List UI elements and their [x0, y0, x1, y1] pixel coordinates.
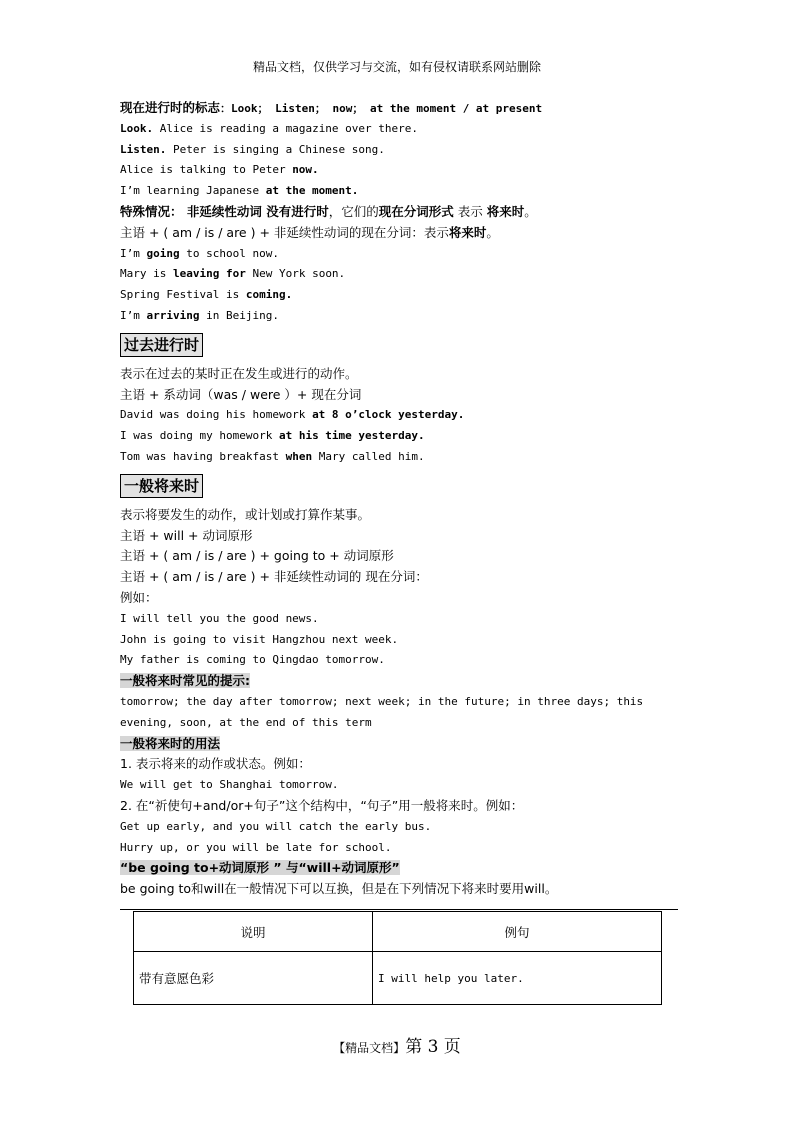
example-text: David was doing his homework: [120, 408, 313, 422]
example-line: [120, 447, 680, 468]
example-line: My father is coming to Qingdao tomorrow.: [120, 653, 385, 667]
bold-term: now.: [292, 163, 319, 177]
example-text: Peter is singing a Chinese song.: [166, 142, 385, 156]
example-text: I’m: [120, 308, 147, 322]
page-header: 精品文档，仅供学习与交流，如有侵权请联系网站删除: [252, 60, 541, 74]
usage-table: [133, 911, 662, 1005]
example-text: I’m learning Japanese: [120, 184, 266, 198]
bold-term: at 8 o’clock yesterday.: [312, 408, 465, 422]
example-text: Mary called him.: [312, 449, 425, 463]
rule-text: 表示: [453, 203, 487, 219]
example-line: [120, 160, 680, 181]
example-line: [120, 119, 680, 140]
example-text: Mary is: [120, 267, 173, 281]
page-footer: [0, 1032, 794, 1057]
compare-heading: [120, 858, 680, 879]
rule-text: 。: [486, 224, 499, 240]
example-text: Tom was having breakfast: [120, 449, 286, 463]
example-line: [120, 264, 680, 285]
formula-line: 主语 + ( am / is / are ) + 非延续性动词的 现在分词：: [120, 569, 428, 585]
formula-line: [120, 223, 680, 244]
definition-line: 表示将要发生的动作，或计划或打算作某事。: [120, 506, 371, 522]
present-signal-label: 现在进行时的标志: [120, 100, 221, 115]
example-line: I will tell you the good news.: [120, 611, 319, 625]
section-heading-simple-future: 一般将来时: [120, 474, 203, 498]
special-case-line: [120, 202, 680, 223]
example-intro: 例如：: [120, 589, 158, 605]
usage-heading: [120, 734, 680, 755]
rule-text: 主语 + ( am / is / are ) + 非延续性动词的现在分词：表示: [120, 224, 449, 240]
rule-text: 。: [524, 203, 537, 219]
example-line: Get up early, and you will catch the early bus.: [120, 819, 432, 833]
bold-term: Listen.: [120, 142, 167, 156]
table-cell: 带有意愿色彩: [134, 952, 373, 1005]
highlighted-heading: “be going to+动词原形 ” 与“will+动词原形”: [120, 860, 400, 876]
example-line: John is going to visit Hangzhou next week.: [120, 632, 399, 646]
example-text: in Beijing.: [199, 308, 279, 322]
example-text: New York soon.: [245, 267, 346, 281]
formula-line: 主语 + ( am / is / are ) + going to + 动词原形: [120, 548, 394, 564]
usage-rule: 2. 在“祈使句+and/or+句子”这个结构中，“句子”用一般将来时。例如：: [120, 797, 524, 813]
formula-line: 主语 + 系动词（was / were ）+ 现在分词: [120, 386, 362, 402]
bold-term: at the moment.: [265, 184, 359, 198]
definition-line: 表示在过去的某时正在发生或进行的动作。: [120, 365, 358, 381]
bold-term: 将来时: [486, 203, 525, 219]
rule-text: ，它们的: [328, 203, 379, 219]
usage-rule: 1. 表示将来的动作或状态。例如：: [120, 756, 311, 772]
table-header-cell: 说明: [134, 912, 373, 952]
section-heading-past-continuous: 过去进行时: [120, 333, 203, 357]
table-header-cell: 例句: [373, 912, 662, 952]
example-text: Alice is talking to Peter: [120, 163, 293, 177]
bold-term: 将来时: [448, 224, 487, 240]
table-row: [134, 952, 662, 1005]
example-text: Spring Festival is: [120, 288, 246, 302]
example-line: [120, 244, 680, 265]
example-line: Hurry up, or you will be late for school.: [120, 840, 392, 854]
signals-text: tomorrow; the day after tomorrow; next week; in the future; in three days; this evening, soon, at the end of this term: [120, 694, 644, 729]
bold-term: 现在分词形式: [378, 203, 454, 219]
example-text: I’m: [120, 246, 147, 260]
example-line: [120, 181, 680, 202]
highlighted-heading: 一般将来时的用法: [120, 735, 221, 751]
bold-term: at his time yesterday.: [278, 429, 425, 443]
example-line: We will get to Shanghai tomorrow.: [120, 778, 339, 792]
example-line: [120, 140, 680, 161]
compare-description: be going to和will在一般情况下可以互换，但是在下列情况下将来时要用will。: [120, 881, 558, 897]
present-signal-line: [120, 98, 680, 119]
table-top-rule: [120, 909, 678, 910]
formula-line: 主语 + will + 动词原形: [120, 527, 253, 543]
example-line: [120, 426, 680, 447]
example-line: [120, 306, 680, 327]
signals-heading: [120, 671, 680, 692]
bold-term: arriving: [146, 308, 200, 322]
bold-term: when: [285, 449, 313, 463]
table-header-row: [134, 912, 662, 952]
example-text: Alice is reading a magazine over there.: [153, 121, 419, 135]
example-line: [120, 285, 680, 306]
present-signal-words: ：Look； Listen； now； at the moment / at present: [220, 102, 543, 115]
footer-prefix: 【精品文档】: [333, 1041, 406, 1055]
document-body: [120, 98, 680, 900]
bold-term: 特殊情况： 非延续性动词 没有进行时: [120, 203, 329, 219]
bold-term: going: [146, 246, 180, 260]
table-cell: I will help you later.: [373, 952, 662, 1005]
page-number: 第 3 页: [405, 1037, 461, 1057]
example-text: I was doing my homework: [120, 429, 279, 443]
bold-term: coming.: [245, 288, 293, 302]
example-text: to school now.: [179, 246, 279, 260]
bold-term: leaving for: [172, 267, 246, 281]
highlighted-heading: 一般将来时常见的提示:: [120, 673, 250, 689]
example-line: [120, 405, 680, 426]
bold-term: Look.: [120, 121, 154, 135]
